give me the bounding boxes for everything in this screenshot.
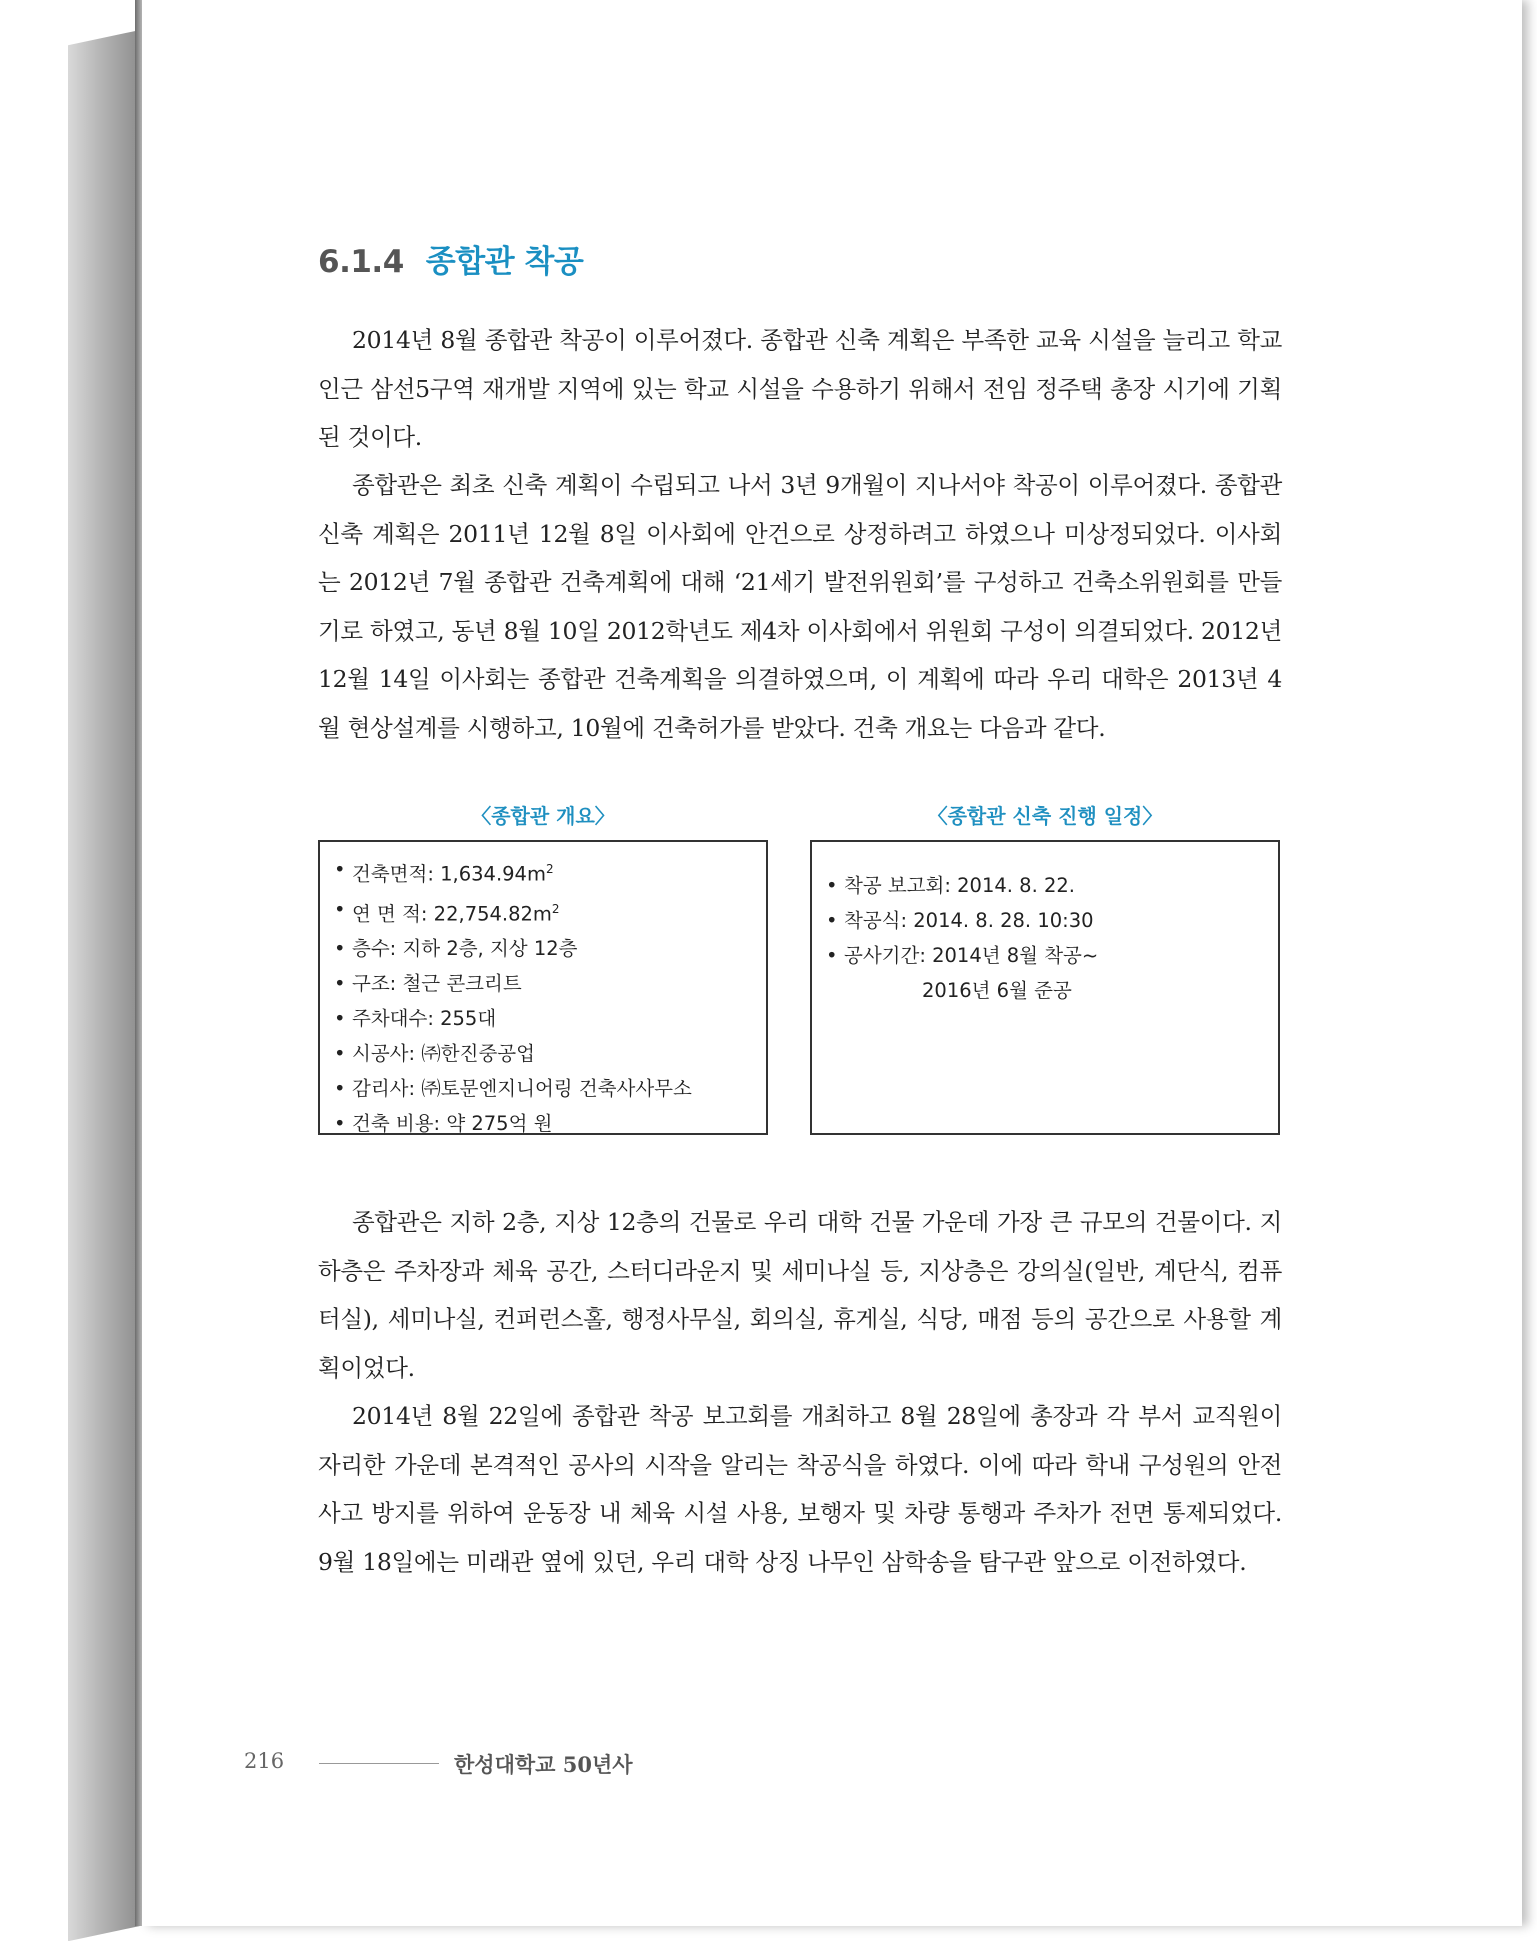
overview-item-floor-area: • 연 면 적: $22,754.82m^2$ (334, 892, 766, 932)
overview-item-parking: • 주차대수: 255대 (334, 1001, 766, 1036)
section-number: 6.1.4 (318, 244, 404, 280)
schedule-item-period-end: 2016년 6월 준공 (922, 979, 1072, 1002)
overview-box (318, 840, 768, 1135)
footer-divider (319, 1763, 439, 1764)
paragraph-groundbreaking: 2014년 8월 22일에 종합관 착공 보고회를 개최하고 8월 28일에 총장과 각 부서 교직원이 자리한 가운데 본격적인 공사의 시작을 알리는 착공식을 하였다. 이에 따라 학내 구성원의 안전사고 방지를 위하여 운동장 내 체육 시설 사용, 보행자 및 차량 통행과 주차가 전면 통제되었다. 9월 18일에는 미래관 옆에 있던, 우리 대학 상징 나무인 삼학송을 탐구관 앞으로 이전하였다. (318, 1402, 1282, 1576)
book-title: 한성대학교 50년사 (454, 1752, 633, 1777)
schedule-item-ceremony: • 착공식: 2014. 8. 28. 10:30 (826, 903, 1278, 938)
overview-caption: 〈종합관 개요〉 (471, 804, 615, 828)
overview-item-contractor: • 시공사: ㈜한진중공업 (334, 1036, 766, 1071)
overview-item-structure: • 구조: 철근 콘크리트 (334, 966, 766, 1001)
overview-item-area: • 건축면적: $1,634.94m^2$ (334, 852, 766, 892)
overview-item-cost: • 건축 비용: 약 275억 원 (334, 1106, 766, 1141)
section-heading (318, 236, 583, 281)
page-number: 216 (244, 1749, 285, 1773)
section-title: 종합관 착공 (425, 244, 584, 280)
schedule-item-report: • 착공 보고회: 2014. 8. 22. (826, 868, 1278, 903)
paragraph-planning-history: 종합관은 최초 신축 계획이 수립되고 나서 3년 9개월이 지나서야 착공이 이루어졌다. 종합관 신축 계획은 2011년 12월 8일 이사회에 안건으로 상정하려고 하였으나 미상정되었다. 이사회는 2012년 7월 종합관 건축계획에 대해 ‘21세기 발전위원회’를 구성하고 건축소위원회를 만들기로 하였고, 동년 8월 10일 2012학년도 제4차 이사회에서 위원회 구성이 의결되었다. 2012년 12월 14일 이사회는 종합관 건축계획을 의결하였으며, 이 계획에 따라 우리 대학은 2013년 4월 현상설계를 시행하고, 10월에 건축허가를 받았다. 건축 개요는 다음과 같다. (318, 471, 1282, 742)
overview-item-floors: • 층수: 지하 2층, 지상 12층 (334, 931, 766, 966)
schedule-box (810, 840, 1280, 1135)
schedule-item-period: • 공사기간: 2014년 8월 착공~ (826, 938, 1278, 973)
schedule-caption: 〈종합관 신축 진행 일정〉 (927, 804, 1163, 828)
paragraph-building-use: 종합관은 지하 2층, 지상 12층의 건물로 우리 대학 건물 가운데 가장 큰 규모의 건물이다. 지하층은 주차장과 체육 공간, 스터디라운지 및 세미나실 등, 지상층은 강의실(일반, 계단식, 컴퓨터실), 세미나실, 컨퍼런스홀, 행정사무실, 회의실, 휴게실, 식당, 매점 등의 공간으로 사용할 계획이었다. (318, 1208, 1282, 1382)
paragraph-intro: 2014년 8월 종합관 착공이 이루어졌다. 종합관 신축 계획은 부족한 교육 시설을 늘리고 학교 인근 삼선5구역 재개발 지역에 있는 학교 시설을 수용하기 위해서 전임 정주택 총장 시기에 기획된 것이다. (318, 326, 1282, 451)
book-spine (68, 30, 140, 1941)
overview-item-supervisor: • 감리사: ㈜토문엔지니어링 건축사사무소 (334, 1071, 766, 1106)
